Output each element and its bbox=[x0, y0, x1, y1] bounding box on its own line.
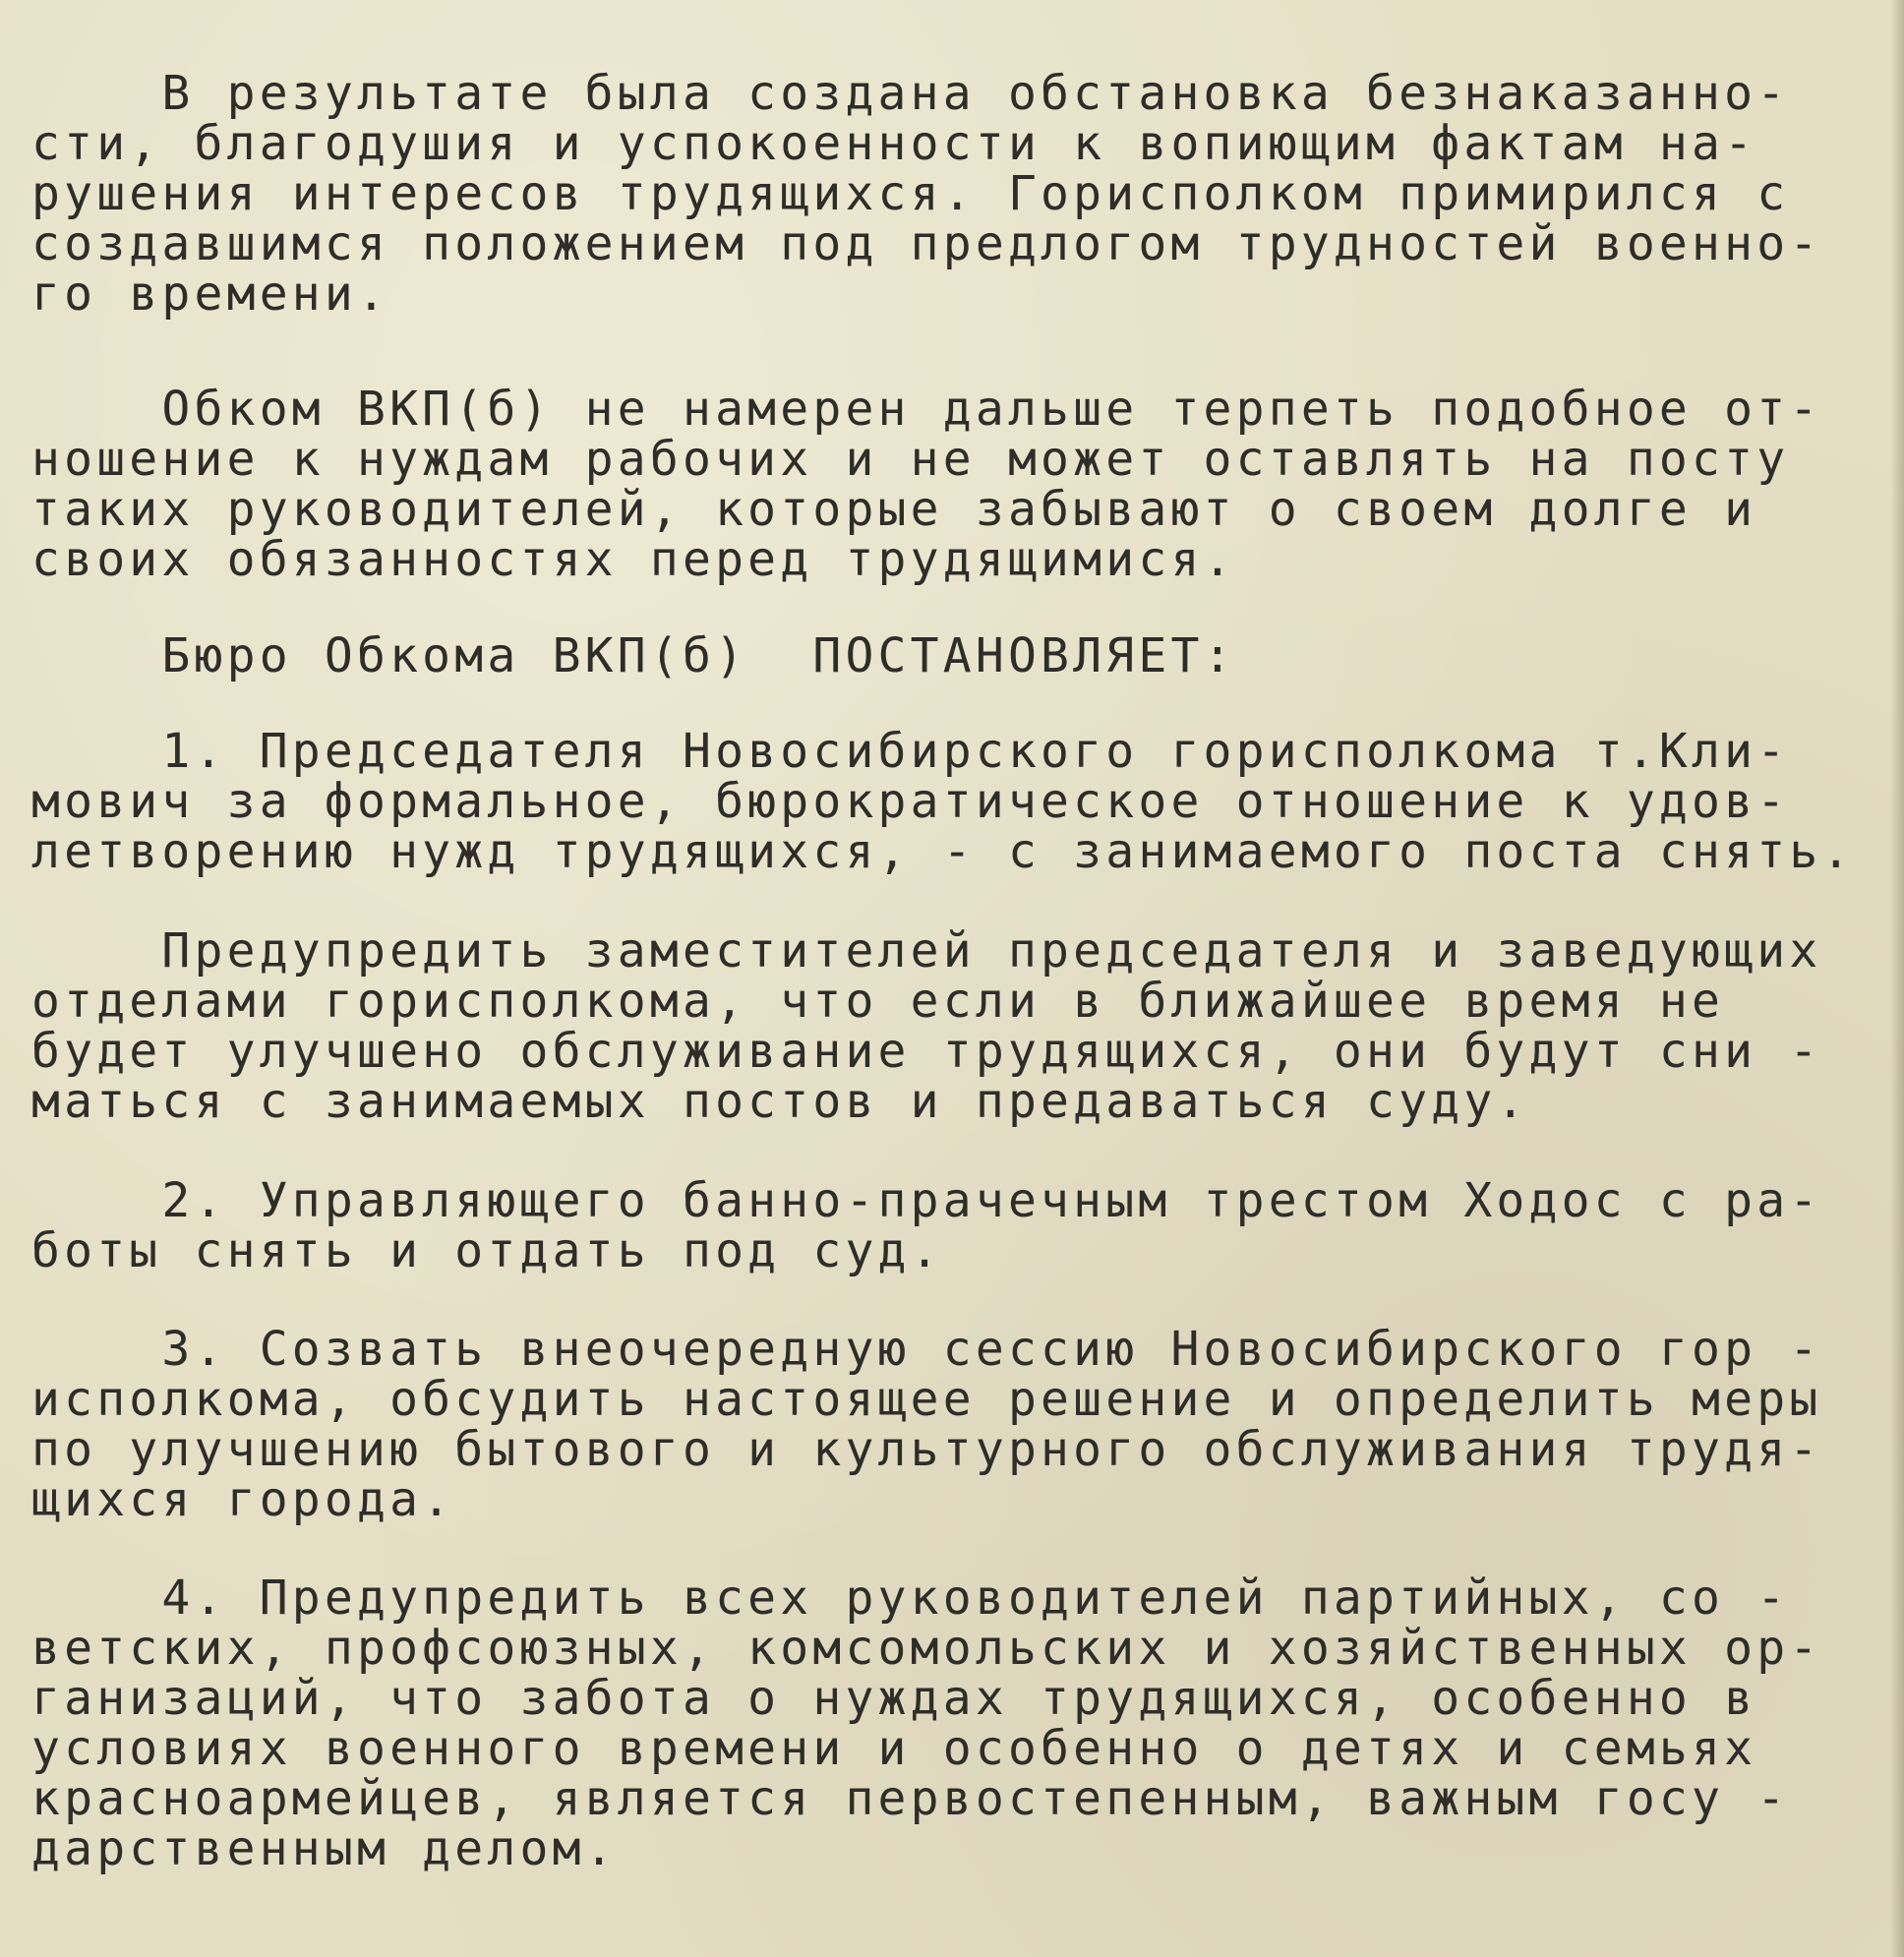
text-line: будет улучшено обслуживание трудящихся, они будут сни - bbox=[31, 1024, 1822, 1079]
text-line: 2. Управляющего банно-прачечным трестом Ходос с ра- bbox=[31, 1173, 1822, 1228]
text-line: Предупредить заместителей председателя и заведующих bbox=[31, 923, 1822, 978]
text-line: ветских, профсоюзных, комсомольских и хозяйственных ор- bbox=[31, 1621, 1822, 1676]
text-line: ганизаций, что забота о нуждах трудящихся, особенно в bbox=[31, 1671, 1757, 1726]
text-line: сти, благодушия и успокоенности к вопиющим фактам на- bbox=[31, 116, 1757, 171]
text-line: таких руководителей, которые забывают о своем долге и bbox=[31, 482, 1757, 537]
text-line: Обком ВКП(б) не намерен дальше терпеть подобное от- bbox=[31, 382, 1822, 437]
text-line: своих обязанностях перед трудящимися. bbox=[31, 532, 1236, 587]
text-line: маться с занимаемых постов и предаваться суду. bbox=[31, 1074, 1529, 1129]
text-line: 4. Предупредить всех руководителей партийных, со - bbox=[31, 1571, 1790, 1626]
text-line: ношение к нуждам рабочих и не может оставлять на посту bbox=[31, 432, 1790, 487]
text-line: 1. Председателя Новосибирского горисполкома т.Кли- bbox=[31, 724, 1790, 779]
paragraph-obkom-statement bbox=[31, 382, 1855, 587]
paragraph-warning bbox=[31, 923, 1855, 1129]
text-line: В результате была создана обстановка безнаказанно- bbox=[31, 66, 1790, 121]
text-line: мович за формальное, бюрократическое отношение к удов- bbox=[31, 774, 1790, 829]
paragraph-item-2 bbox=[31, 1173, 1855, 1278]
paragraph-item-1 bbox=[31, 724, 1855, 879]
paragraph-item-4 bbox=[31, 1573, 1855, 1874]
text-line: отделами горисполкома, что если в ближайшее время не bbox=[31, 974, 1725, 1029]
text-line: красноармейцев, является первостепенным, важным госу - bbox=[31, 1771, 1790, 1826]
text-line: щихся города. bbox=[31, 1472, 455, 1527]
text-line: боты снять и отдать под суд. bbox=[31, 1223, 943, 1278]
text-line: 3. Созвать внеочередную сессию Новосибирского гор - bbox=[31, 1322, 1822, 1377]
paragraph-item-3 bbox=[31, 1322, 1855, 1527]
page-edge-shadow bbox=[1890, 0, 1904, 1957]
text-line: летворению нужд трудящихся, - с занимаемого поста снять. bbox=[31, 824, 1855, 879]
document-body bbox=[31, 66, 1855, 1876]
text-line: условиях военного времени и особенно о детях и семьях bbox=[31, 1721, 1757, 1776]
text-line: го времени. bbox=[31, 267, 390, 322]
text-line: рушения интересов трудящихся. Горисполком примирился с bbox=[31, 166, 1790, 221]
text-line: дарственным делом. bbox=[31, 1821, 618, 1876]
text-line: Бюро Обкома ВКП(б) ПОСТАНОВЛЯЕТ: bbox=[31, 628, 1236, 683]
text-line: по улучшению бытового и культурного обслуживания трудя- bbox=[31, 1422, 1822, 1477]
text-line: исполкома, обсудить настоящее решение и определить меры bbox=[31, 1372, 1822, 1427]
paragraph-resolution-heading bbox=[31, 628, 1855, 683]
paragraph-result bbox=[31, 66, 1855, 322]
text-line: создавшимся положением под предлогом трудностей военно- bbox=[31, 216, 1822, 271]
